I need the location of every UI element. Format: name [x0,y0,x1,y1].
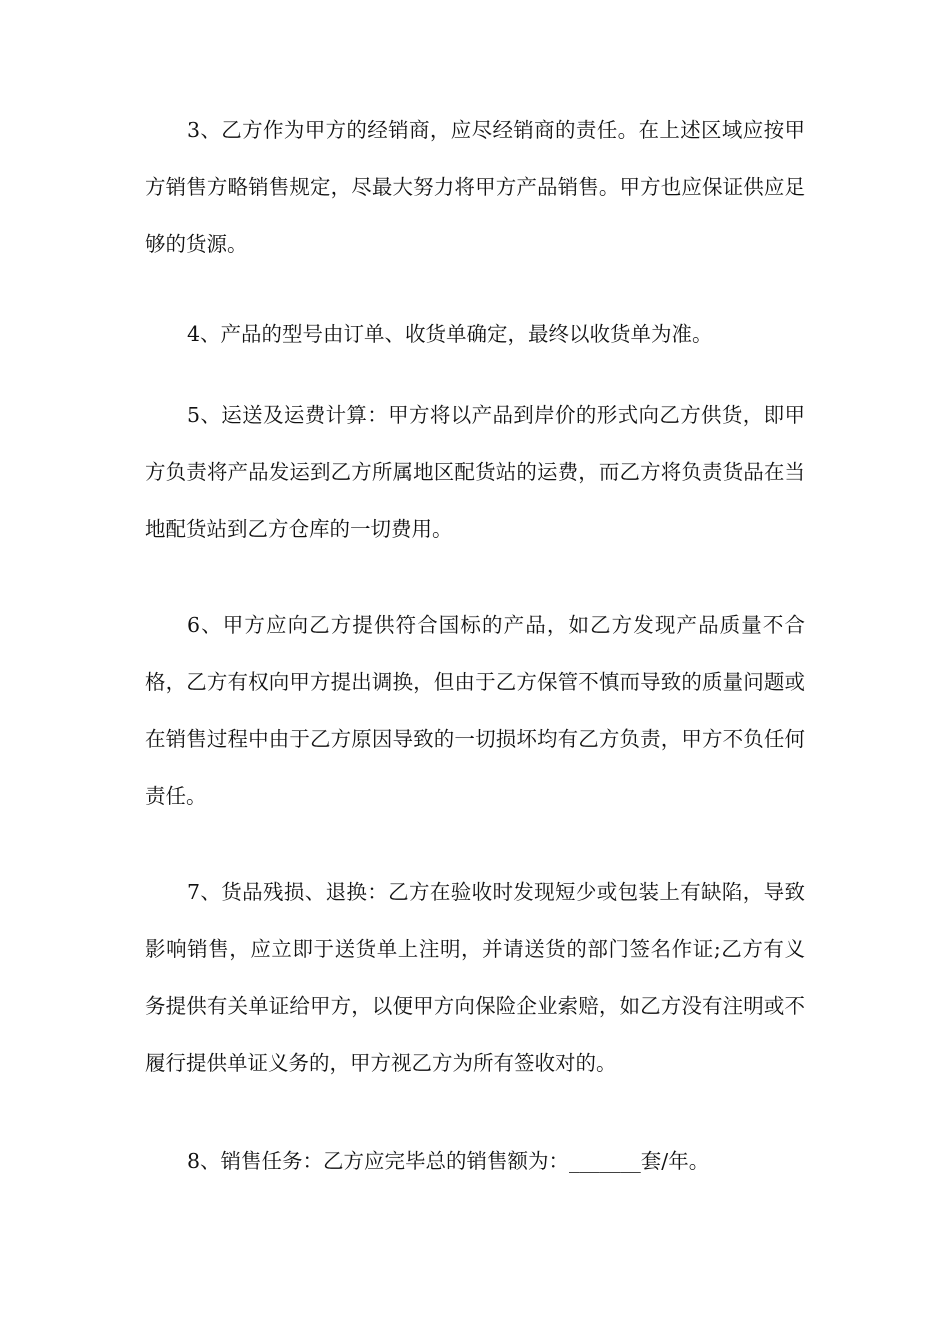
clause-3-paragraph: 3、乙方作为甲方的经销商，应尽经销商的责任。在上述区域应按甲方销售方略销售规定，尽最大努力将甲方产品销售。甲方也应保证供应足够的货源。 [145,118,805,256]
clause-6-paragraph: 6、甲方应向乙方提供符合国标的产品，如乙方发现产品质量不合格，乙方有权向甲方提出调换，但由于乙方保管不慎而导致的质量问题或在销售过程中由于乙方原因导致的一切损坏均有乙方负责，甲方不负任何责任。 [145,613,805,808]
clause-4-paragraph: 4、产品的型号由订单、收货单确定，最终以收货单为准。 [187,322,713,346]
clause-5-paragraph: 5、运送及运费计算：甲方将以产品到岸价的形式向乙方供货，即甲方负责将产品发运到乙方所属地区配货站的运费，而乙方将负责货品在当地配货站到乙方仓库的一切费用。 [145,403,805,541]
clause-7-paragraph: 7、货品残损、退换：乙方在验收时发现短少或包装上有缺陷，导致影响销售，应立即于送货单上注明，并请送货的部门签名作证;乙方有义务提供有关单证给甲方，以便甲方向保险企业索赔，如乙方没有注明或不履行提供单证义务的，甲方视乙方为所有签收对的。 [145,880,805,1075]
clause-8-paragraph: 8、销售任务：乙方应完毕总的销售额为：_______套/年。 [187,1149,710,1173]
